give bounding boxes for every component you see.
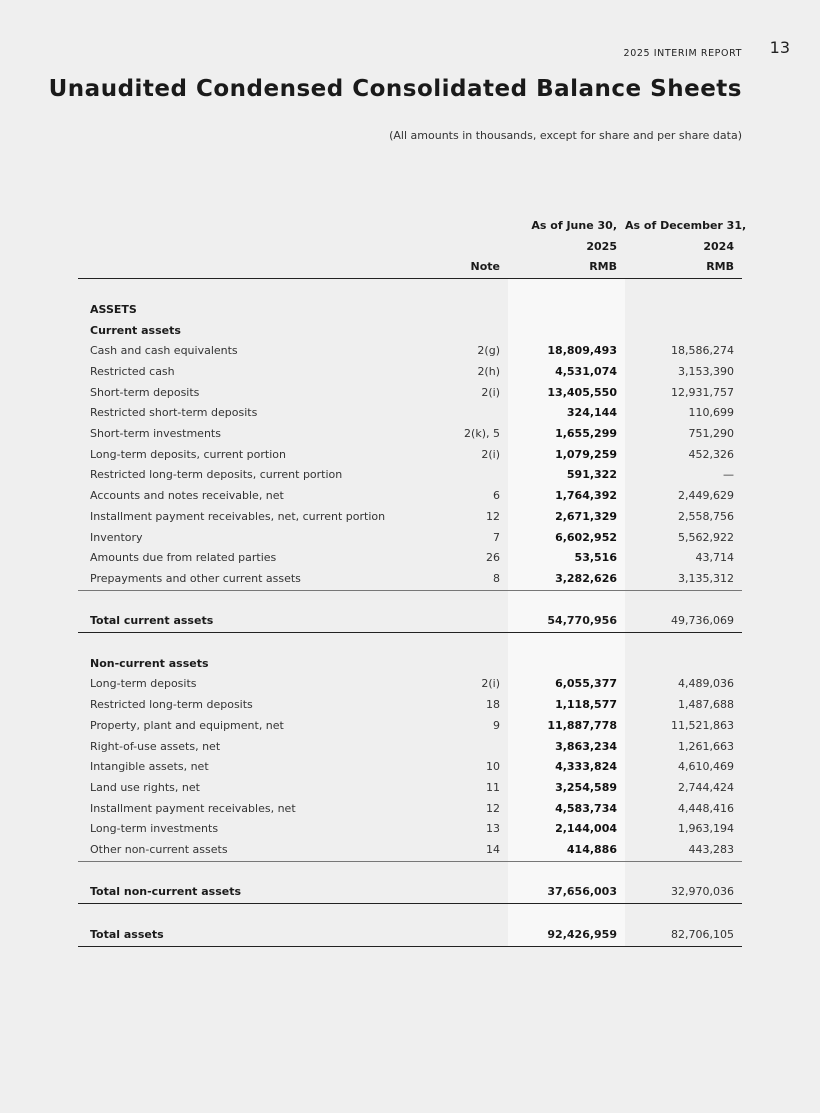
row-label: Property, plant and equipment, net [90,718,284,732]
total-current-value: 54,770,956 [508,611,625,632]
row-current-value: 4,531,074 [508,362,625,383]
row-label: Inventory [90,530,143,544]
row-note: 2(i) [481,677,500,691]
row-note: 12 [486,801,500,815]
row-current-value: 3,282,626 [508,569,625,590]
row-label: Long-term investments [90,822,219,836]
row-note: 2(g) [477,344,500,358]
table-row [78,737,742,758]
table-row [78,403,742,424]
row-prior-value: 751,290 [688,427,734,441]
row-note: 26 [486,551,500,565]
row-label: Short-term investments [90,427,221,441]
row-prior-value: 1,261,663 [678,739,734,753]
col-current-line1: As of June 30, [531,219,617,232]
row-prior-value: 2,744,424 [678,780,734,794]
col-prior-line2: 2024 [703,239,734,253]
row-prior-value: 4,448,416 [678,801,734,815]
row-current-value: 13,405,550 [508,383,625,404]
row-prior-value: 110,699 [688,406,734,420]
row-note: 12 [486,509,500,523]
table-row [78,486,742,507]
section-heading [78,321,742,342]
balance-sheet-table-wrap [78,216,747,947]
row-label: Other non-current assets [78,840,428,861]
table-row [78,341,742,362]
row-current-value: 6,602,952 [508,528,625,549]
page-title: Unaudited Condensed Consolidated Balance Sheets [48,76,742,102]
row-current-value: 414,886 [508,840,625,861]
row-label: Short-term deposits [90,385,200,399]
header-row [78,237,742,258]
row-label: Installment payment receivables, net [90,801,296,815]
row-prior-value: 3,135,312 [625,569,742,590]
row-note [428,465,508,486]
row-prior-value: 1,487,688 [678,698,734,712]
row-note: 2(i) [481,385,500,399]
row-prior-value: 2,558,756 [678,509,734,523]
row-label: Restricted short-term deposits [90,406,258,420]
balance-sheet-body [78,279,742,946]
total-assets-row [78,925,742,946]
row-current-value: 3,863,234 [508,737,625,758]
total-non-current-assets-row [78,882,742,903]
page-number: 13 [769,38,790,57]
row-current-value: 1,118,577 [508,695,625,716]
row-label: Prepayments and other current assets [78,569,428,590]
row-current-value: 324,144 [508,403,625,424]
total-label: Total current assets [78,611,428,632]
row-prior-value: 3,153,390 [678,364,734,378]
row-label: Accounts and notes receivable, net [90,489,284,503]
row-note: 9 [493,718,500,732]
row-label: Long-term deposits [90,677,197,691]
row-label: Land use rights, net [90,780,200,794]
row-label: Cash and cash equivalents [90,344,238,358]
table-row [78,569,742,590]
table-row [78,424,742,445]
header-row [78,257,742,278]
total-prior-value: 32,970,036 [625,882,742,903]
table-row [78,716,742,737]
row-prior-value: 18,586,274 [671,344,734,358]
row-current-value: 1,079,259 [508,445,625,466]
total-current-value: 37,656,003 [508,882,625,903]
row-note [428,403,508,424]
col-prior-line3: RMB [625,257,742,278]
section-heading [78,300,742,321]
total-label: Total assets [78,925,428,946]
table-row [78,548,742,569]
row-prior-value: 4,489,036 [678,677,734,691]
row-note: 14 [428,840,508,861]
row-label: Restricted long-term deposits [90,698,253,712]
table-row [78,695,742,716]
total-prior-value: 49,736,069 [625,611,742,632]
row-note: 2(k), 5 [464,427,500,441]
row-note: 6 [493,489,500,503]
table-row [78,362,742,383]
row-note: 18 [486,698,500,712]
section-heading [78,654,742,675]
row-current-value: 1,764,392 [508,486,625,507]
table-row [78,528,742,549]
total-prior-value: 82,706,105 [625,925,742,946]
row-prior-value: 1,963,194 [678,822,734,836]
row-prior-value: 43,714 [695,551,734,565]
table-row [78,507,742,528]
col-prior-line1: As of December 31, [625,219,747,232]
row-prior-value: — [723,468,734,482]
row-prior-value: 5,562,922 [678,530,734,544]
table-row [78,819,742,840]
row-label: Intangible assets, net [90,760,209,774]
row-note: 8 [428,569,508,590]
header-row [78,216,742,237]
row-current-value: 6,055,377 [508,674,625,695]
table-row [78,840,742,861]
row-current-value: 2,671,329 [508,507,625,528]
row-label: Amounts due from related parties [90,551,277,565]
row-label: Restricted cash [90,364,175,378]
row-prior-value: 11,521,863 [671,718,734,732]
table-row [78,778,742,799]
row-label: Restricted long-term deposits, current portion [90,468,343,482]
total-label: Total non-current assets [78,882,428,903]
table-row [78,674,742,695]
row-current-value: 4,583,734 [508,799,625,820]
row-note: 10 [486,760,500,774]
row-label: Long-term deposits, current portion [90,447,286,461]
total-current-assets-row [78,611,742,632]
row-current-value: 53,516 [508,548,625,569]
col-note: Note [428,257,508,278]
row-prior-value: 2,449,629 [678,489,734,503]
report-label: 2025 INTERIM REPORT [623,48,742,59]
table-row [78,383,742,404]
total-current-value: 92,426,959 [508,925,625,946]
row-prior-value: 452,326 [688,447,734,461]
balance-sheet-table [78,216,747,947]
row-note: 11 [486,780,500,794]
page-subtitle: (All amounts in thousands, except for share and per share data) [389,129,742,142]
row-prior-value: 443,283 [625,840,742,861]
section-current-assets: Current assets [90,323,181,337]
table-row [78,799,742,820]
row-current-value: 4,333,824 [508,757,625,778]
row-current-value: 11,887,778 [508,716,625,737]
row-note: 7 [493,530,500,544]
row-current-value: 1,655,299 [508,424,625,445]
table-row [78,757,742,778]
row-note: 2(h) [477,364,500,378]
section-non-current-assets: Non-current assets [90,656,209,670]
table-row [78,465,742,486]
table-row [78,445,742,466]
row-label: Installment payment receivables, net, current portion [90,509,386,523]
row-current-value: 18,809,493 [508,341,625,362]
section-assets: ASSETS [90,302,137,316]
row-note: 2(i) [481,447,500,461]
col-current-line2: 2025 [586,239,617,253]
row-current-value: 591,322 [508,465,625,486]
row-current-value: 3,254,589 [508,778,625,799]
row-note: 13 [486,822,500,836]
row-prior-value: 12,931,757 [671,385,734,399]
row-label: Right-of-use assets, net [90,739,221,753]
col-current-line3: RMB [508,257,625,278]
row-note [428,737,508,758]
row-prior-value: 4,610,469 [678,760,734,774]
row-current-value: 2,144,004 [508,819,625,840]
